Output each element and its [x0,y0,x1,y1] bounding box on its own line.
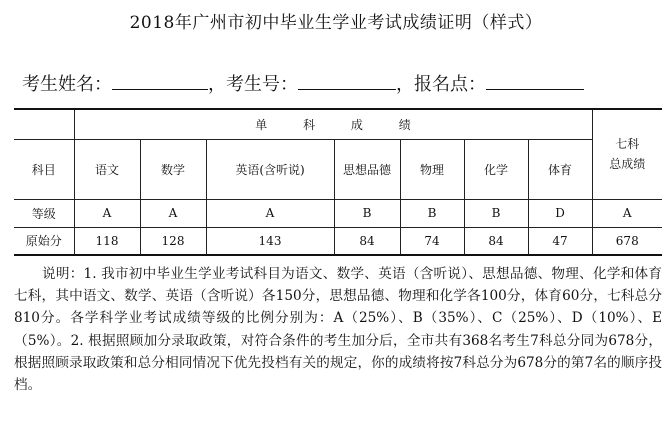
subject-header: 物理 [400,139,464,199]
blank-corner-cell [14,109,74,139]
total-grade-cell: A [592,199,662,227]
raw-score-cell: 118 [74,227,140,255]
subject-header: 思想品德 [334,139,400,199]
subject-header: 英语(含听说) [206,139,334,199]
raw-score-cell: 47 [528,227,592,255]
grade-cell: B [464,199,528,227]
subject-header: 数学 [140,139,206,199]
grade-cell: A [140,199,206,227]
grade-cell: B [334,199,400,227]
explanation-note: 说明：1. 我市初中毕业生学业考试科目为语文、数学、英语（含听说）、思想品德、物理、化学和体育七科，其中语文、数学、英语（含听说）各150分，思想品德、物理和化学各100分，体育60分，七科总分810分。各学科学业考试成绩等级的比例分别为：A（25%）、B（35%）、C（25%）、D（10%）、E（5%）。2. 根据照顾加分录取政策，对符合条件的考生加分后，全市共有368名考生7科总分同为678分，根据照顾录取政策和总分相同情况下优先投档有关的规定，你的成绩将按7科总分为678分的第7名的顺序投档。 [14,266,662,394]
subject-row-header: 科目 [14,139,74,199]
name-label: 考生姓名： [22,74,112,95]
grade-cell: A [74,199,140,227]
grade-cell: A [206,199,334,227]
raw-score-cell: 84 [334,227,400,255]
grade-cell: B [400,199,464,227]
reg-label: ，报名点： [396,74,486,95]
raw-score-cell: 74 [400,227,464,255]
raw-score-cell: 84 [464,227,528,255]
student-info-line [22,70,584,96]
id-label: ，考生号： [208,74,298,95]
grade-cell: D [528,199,592,227]
total-raw-score-cell: 678 [592,227,662,255]
page-title: 2018年广州市初中毕业生学业考试成绩证明（样式） [129,13,543,33]
raw-score-cell: 128 [140,227,206,255]
grade-row-header: 等级 [14,199,74,227]
subject-header: 语文 [74,139,140,199]
subject-header: 化学 [464,139,528,199]
reg-blank[interactable] [486,71,584,90]
raw-score-cell: 143 [206,227,334,255]
name-blank[interactable] [112,71,208,90]
single-subject-header: 单 科 成 绩 [74,109,592,139]
score-table [14,108,662,256]
raw-score-row-header: 原始分 [14,227,74,255]
total-score-header: 七科 总成绩 [592,109,662,199]
subject-header: 体育 [528,139,592,199]
id-blank[interactable] [298,71,396,90]
